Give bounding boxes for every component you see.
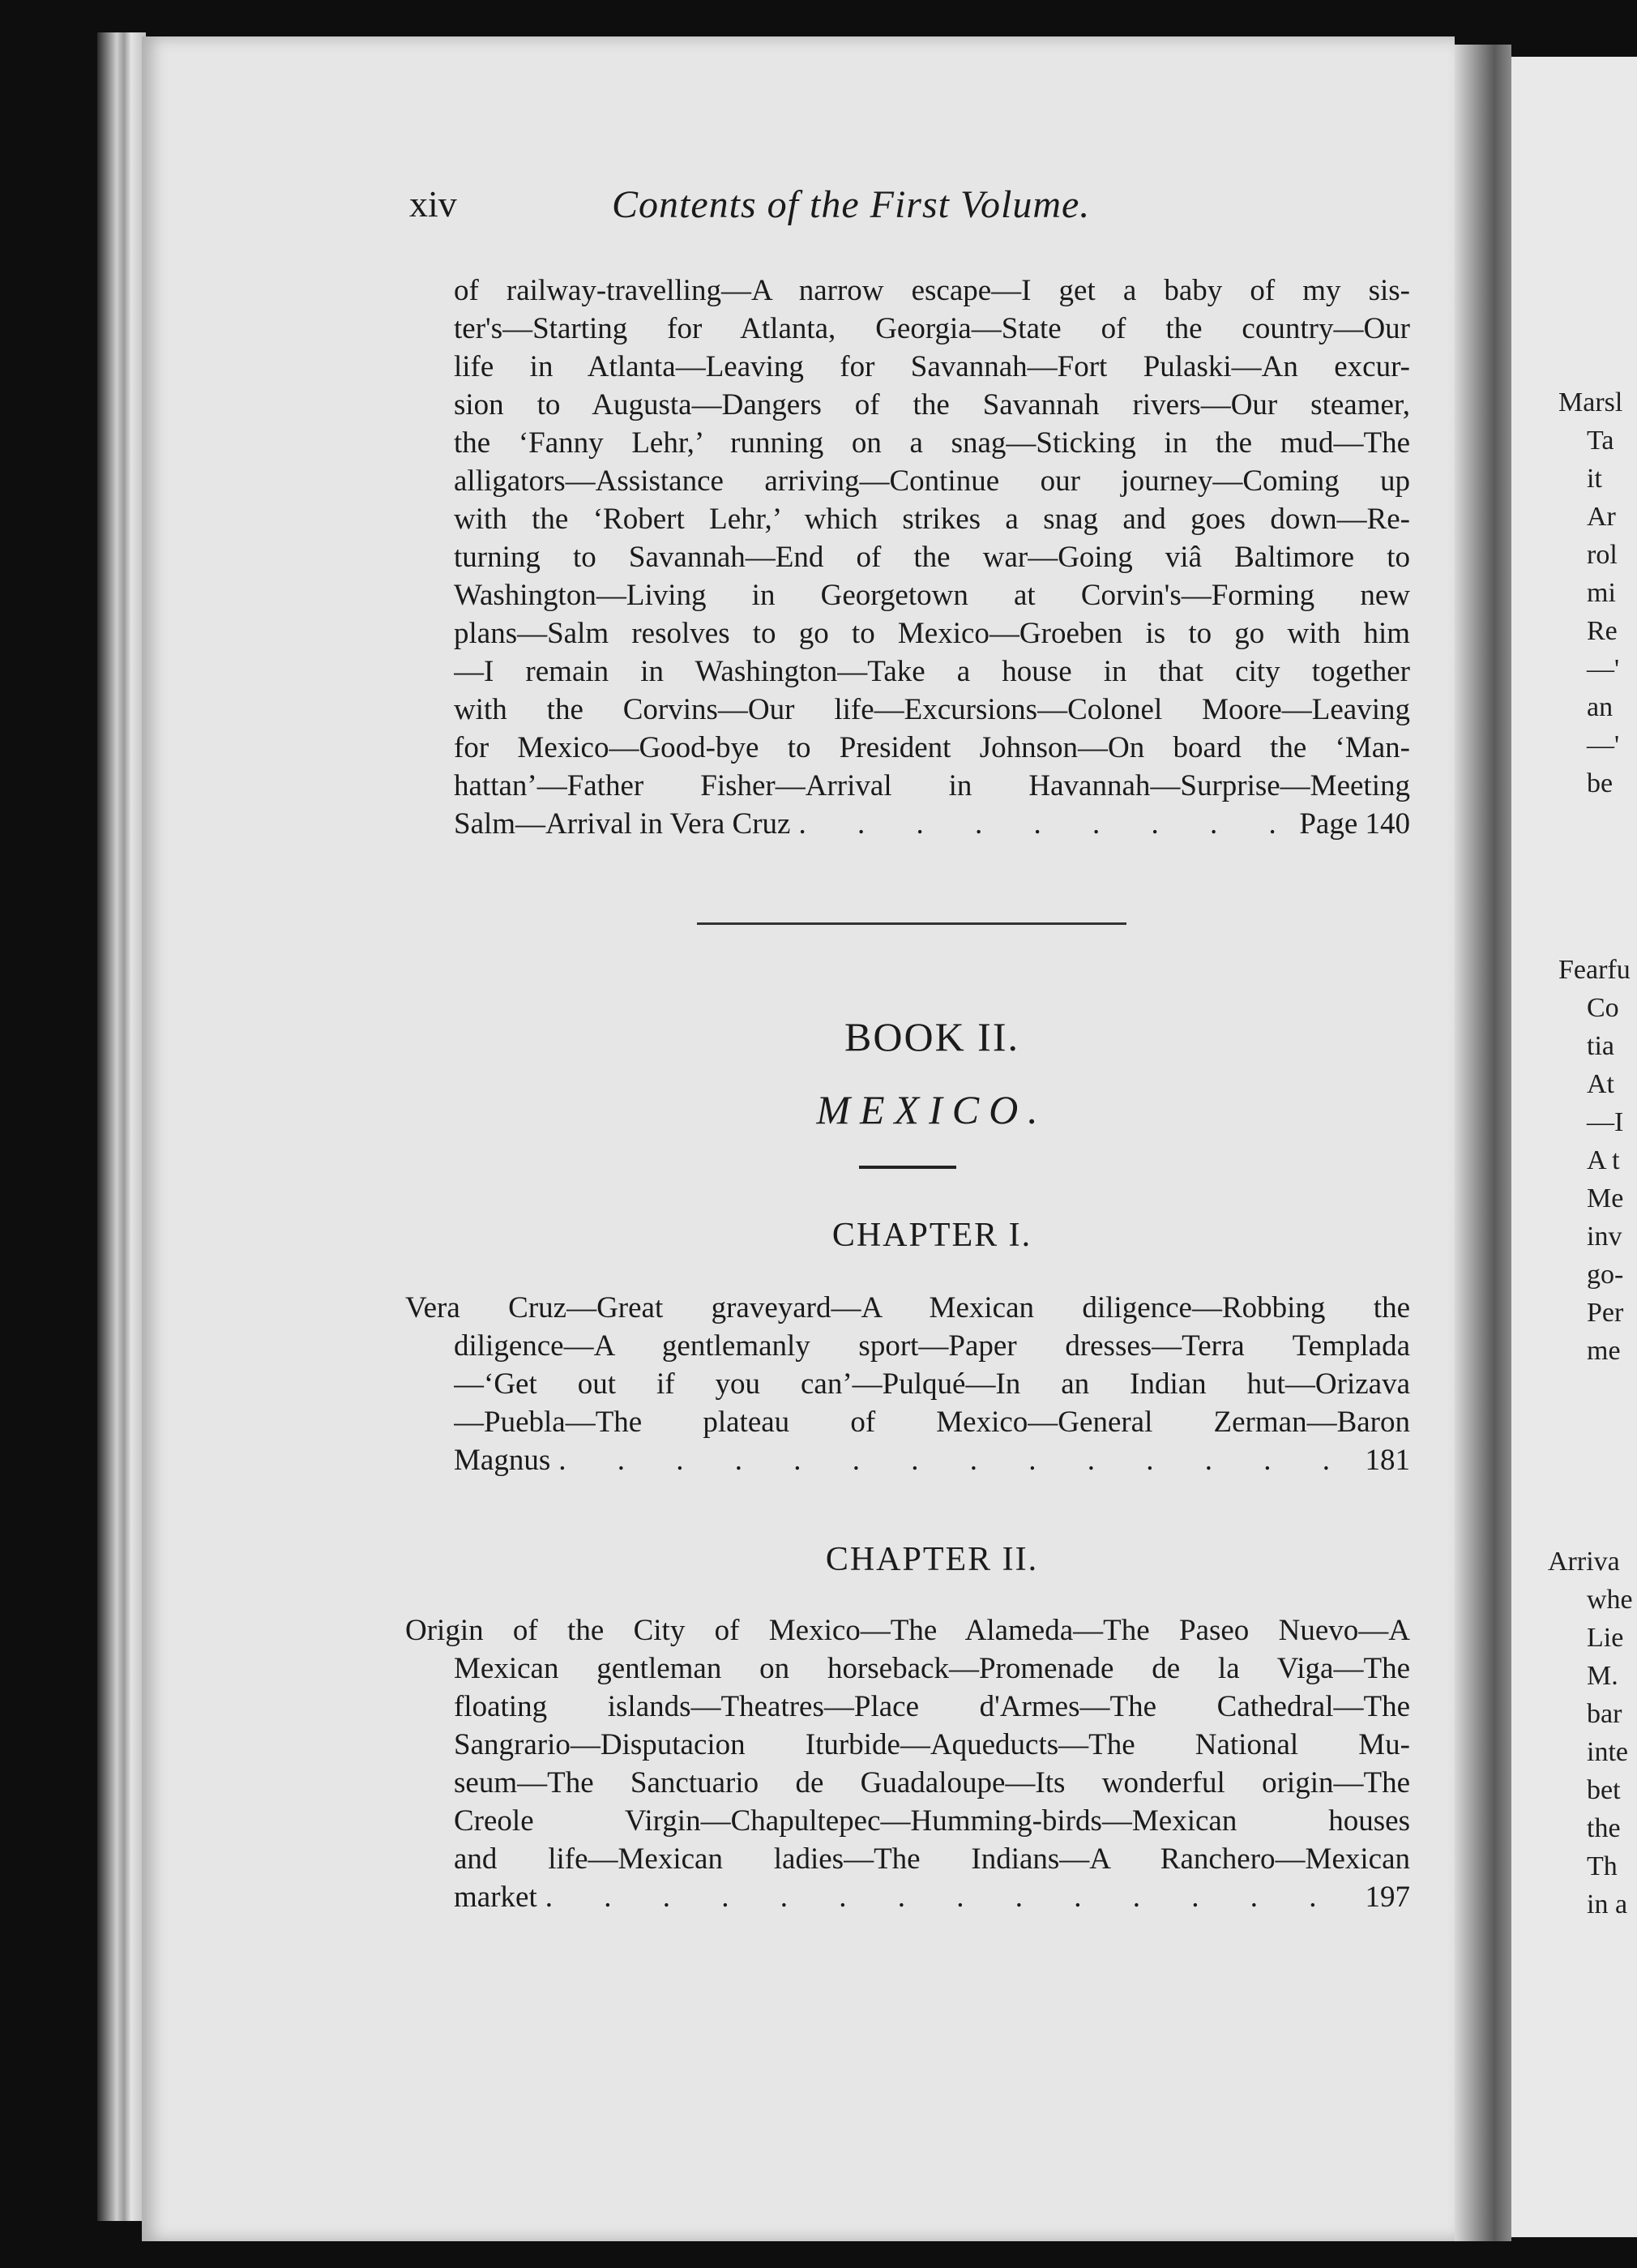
- facing-page-fragment: Lie: [1587, 1623, 1624, 1653]
- chapter-2-line: Creole Virgin—Chapultepec—Humming-birds—Mexican houses: [454, 1804, 1410, 1838]
- summary-line: ter's—Starting for Atlanta, Georgia—State of the country—Our: [454, 312, 1410, 345]
- running-header: [409, 182, 1236, 239]
- page-gutter-shadow: [1455, 45, 1511, 2241]
- short-divider-rule: [859, 1166, 956, 1169]
- facing-page-fragment: Re: [1587, 616, 1618, 646]
- facing-page-fragment: Me: [1587, 1183, 1624, 1213]
- summary-line: with the ‘Robert Lehr,’ which strikes a snag and goes down—Re-: [454, 503, 1410, 536]
- facing-page-fragment: Ar: [1587, 502, 1616, 532]
- chapter-2-first-line: Origin of the City of Mexico—The Alameda—The Paseo Nuevo—A: [405, 1614, 1410, 1647]
- continued-chapter-summary: [454, 272, 1410, 843]
- chapter-2-line: Mexican gentleman on horseback—Promenade de la Viga—The: [454, 1652, 1410, 1685]
- summary-line: plans—Salm resolves to go to Mexico—Groeben is to go with him: [454, 617, 1410, 650]
- summary-line: alligators—Assistance arriving—Continue our journey—Coming up: [454, 464, 1410, 498]
- chapter-1-line: —‘Get out if you can’—Pulqué—In an Indian hut—Orizava: [454, 1367, 1410, 1401]
- chapter-2-summary: [405, 1611, 1410, 1916]
- summary-line: sion to Augusta—Dangers of the Savannah rivers—Our steamer,: [454, 388, 1410, 422]
- facing-page-fragment: rol: [1587, 540, 1618, 570]
- dot-leader: [550, 1441, 1365, 1479]
- facing-page-fragment: Ta: [1587, 426, 1614, 456]
- facing-page-fragment: in a: [1587, 1889, 1628, 1919]
- facing-page-fragment: —': [1587, 730, 1620, 760]
- facing-page-fragment: M.: [1587, 1661, 1618, 1691]
- facing-page-fragment: be: [1587, 768, 1613, 798]
- facing-page-fragment: whe: [1587, 1585, 1633, 1615]
- facing-page-fragment: it: [1587, 464, 1602, 494]
- summary-page-ref: Page 140: [1299, 807, 1410, 841]
- chapter-1-final-text: Magnus: [454, 1444, 551, 1477]
- page-number: xiv: [409, 183, 457, 225]
- book-spine: [97, 32, 146, 2221]
- section-divider-rule: [697, 922, 1126, 925]
- facing-page-fragment: an: [1587, 692, 1613, 722]
- facing-page-fragment: bet: [1587, 1775, 1621, 1805]
- facing-page-fragment: A t: [1587, 1145, 1620, 1175]
- facing-page-fragment: —': [1587, 654, 1620, 684]
- chapter-1-page-ref: 181: [1365, 1444, 1410, 1477]
- facing-page-fragment: mi: [1587, 578, 1616, 608]
- facing-page-fragment: Marsl: [1558, 387, 1623, 417]
- facing-page-fragment: At: [1587, 1069, 1614, 1099]
- chapter-2-line: seum—The Sanctuario de Guadaloupe—Its wonderful origin—The: [454, 1766, 1410, 1799]
- chapter-1-final-line: [454, 1441, 1410, 1479]
- chapter-2-line: Sangrario—Disputacion Iturbide—Aqueducts—The National Mu-: [454, 1728, 1410, 1761]
- summary-line: of railway-travelling—A narrow escape—I get a baby of my sis-: [454, 274, 1410, 307]
- facing-page-fragment: the: [1587, 1813, 1621, 1843]
- running-title: Contents of the First Volume.: [612, 183, 1091, 226]
- facing-page-fragment: inte: [1587, 1737, 1628, 1767]
- facing-page-fragment: tia: [1587, 1031, 1614, 1061]
- chapter-1-heading: CHAPTER I.: [831, 1217, 1032, 1254]
- chapter-2-final-line: [454, 1878, 1410, 1916]
- chapter-1-line: —Puebla—The plateau of Mexico—General Zerman—Baron: [454, 1406, 1410, 1439]
- summary-line: the ‘Fanny Lehr,’ running on a snag—Sticking in the mud—The: [454, 426, 1410, 460]
- chapter-1-summary: [405, 1289, 1410, 1479]
- summary-final-text: Salm—Arrival in Vera Cruz: [454, 807, 791, 841]
- summary-line: life in Atlanta—Leaving for Savannah—Fort Pulaski—An excur-: [454, 350, 1410, 383]
- dot-leader: [790, 805, 1299, 843]
- facing-page-fragment: go-: [1587, 1260, 1624, 1290]
- chapter-2-page-ref: 197: [1365, 1881, 1410, 1914]
- summary-line: hattan’—Father Fisher—Arrival in Havannah—Surprise—Meeting: [454, 769, 1410, 802]
- chapter-2-line: and life—Mexican ladies—The Indians—A Ranchero—Mexican: [454, 1842, 1410, 1876]
- facing-page-fragment: Per: [1587, 1298, 1624, 1328]
- chapter-1-line: diligence—A gentlemanly sport—Paper dresses—Terra Templada: [454, 1329, 1410, 1363]
- summary-line: turning to Savannah—End of the war—Going viâ Baltimore to: [454, 541, 1410, 574]
- chapter-2-final-text: market: [454, 1881, 537, 1914]
- book-subtitle: MEXICO.: [816, 1087, 1048, 1132]
- summary-line: for Mexico—Good-bye to President Johnson—On board the ‘Man-: [454, 731, 1410, 764]
- summary-line: —I remain in Washington—Take a house in that city together: [454, 655, 1410, 688]
- facing-page-cropped: [1511, 57, 1637, 2237]
- facing-page-fragment: inv: [1587, 1222, 1622, 1252]
- summary-line: with the Corvins—Our life—Excursions—Colonel Moore—Leaving: [454, 693, 1410, 726]
- facing-page-fragment: Arriva: [1548, 1547, 1620, 1577]
- summary-line: Washington—Living in Georgetown at Corvin's—Forming new: [454, 579, 1410, 612]
- facing-page-fragment: Th: [1587, 1851, 1618, 1881]
- facing-page-fragment: me: [1587, 1336, 1621, 1366]
- chapter-2-line: floating islands—Theatres—Place d'Armes—The Cathedral—The: [454, 1690, 1410, 1723]
- dot-leader: [537, 1878, 1366, 1916]
- facing-page-fragment: —I: [1587, 1107, 1624, 1137]
- chapter-2-heading: CHAPTER II.: [825, 1541, 1039, 1578]
- facing-page-fragment: bar: [1587, 1699, 1622, 1729]
- chapter-1-first-line: Vera Cruz—Great graveyard—A Mexican diligence—Robbing the: [405, 1291, 1410, 1324]
- book-title: BOOK II.: [844, 1014, 1019, 1059]
- facing-page-fragment: Fearfu: [1558, 955, 1631, 985]
- facing-page-fragment: Co: [1587, 993, 1619, 1023]
- summary-final-line: [454, 805, 1410, 843]
